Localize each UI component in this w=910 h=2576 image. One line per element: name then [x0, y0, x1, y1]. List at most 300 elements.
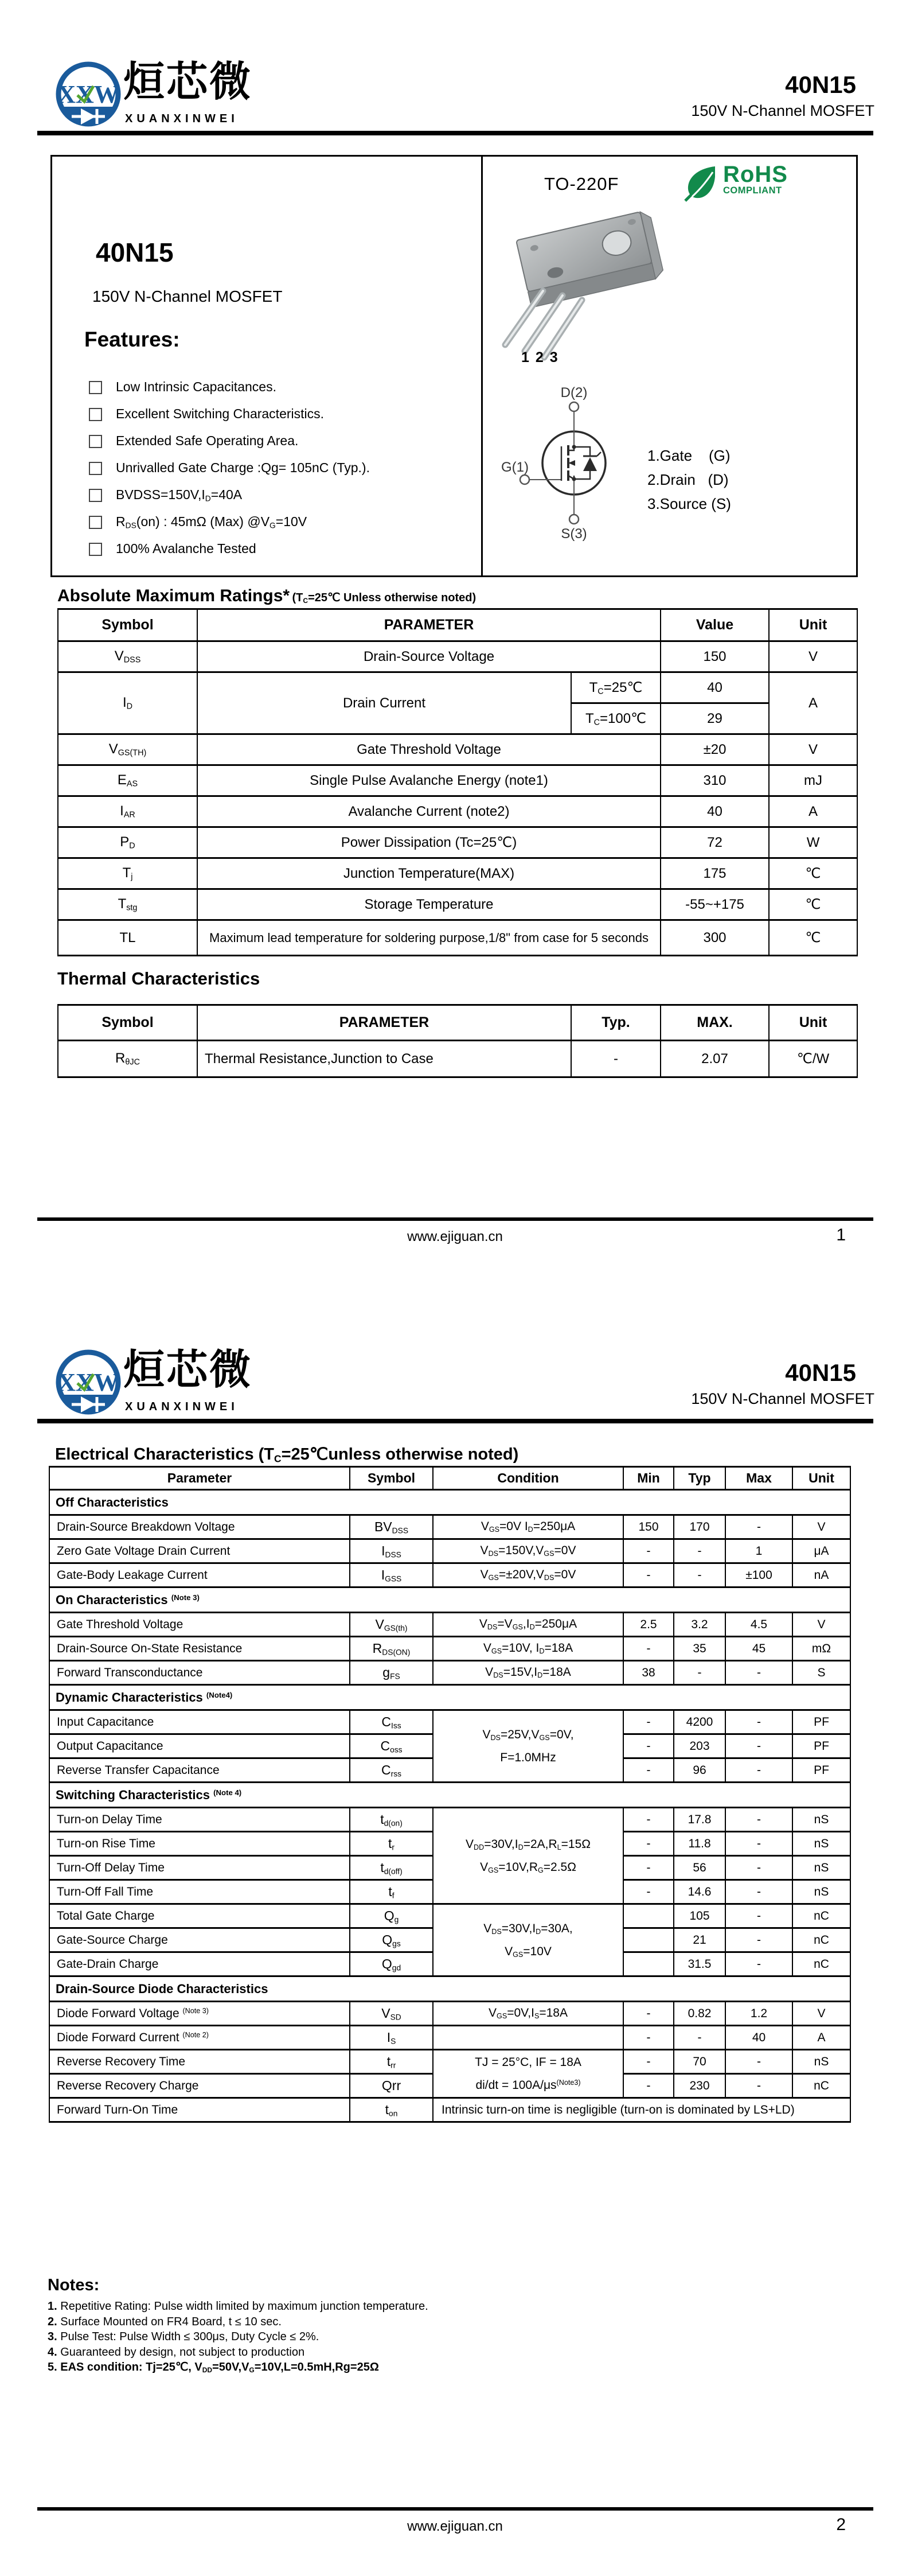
cell-note: Intrinsic turn-on time is negligible (turn-on is dominated by LS+LD) [433, 2098, 850, 2122]
cell-max: 4.5 [725, 1613, 792, 1637]
note-text: Pulse Test: Pulse Width ≤ 300μs, Duty Cycle ≤ 2%. [60, 2330, 319, 2343]
col-condition: Condition [433, 1467, 623, 1490]
cell-typ: - [674, 2026, 725, 2050]
cell-unit: ℃ [769, 858, 857, 889]
legend-source: 3.Source (S) [647, 495, 731, 512]
cell-symbol: $BV_{DSS}$ [350, 1515, 433, 1539]
cell-unit: nC [792, 1928, 850, 1952]
cell-min [623, 1904, 674, 1928]
cell-min: - [623, 1856, 674, 1880]
cell-symbol: $Q_g$ [350, 1904, 433, 1928]
cell-parameter: Drain-Source Voltage [197, 641, 661, 672]
cell-condition: $V_{GS}=10V$, $I_D=18A$ [433, 1637, 623, 1661]
feature-text: Extended Safe Operating Area. [116, 433, 299, 448]
table-header-row [58, 1005, 857, 1041]
cell-symbol: $t_{d(on)}$ [350, 1808, 433, 1832]
col-typ: Typ. [571, 1005, 661, 1041]
feature-text: Unrivalled Gate Charge :Qg= 105nC (Typ.). [116, 460, 370, 475]
brand-name-cn: 烜芯微 [123, 1347, 253, 1393]
cell-unit: nS [792, 1832, 850, 1856]
source-pin-label: S(3) [561, 526, 587, 542]
abs-max-title-note: ($T_C=25℃$ Unless otherwise noted) [292, 592, 477, 605]
cell-symbol: $t_{on}$ [350, 2098, 433, 2122]
section-row [49, 1490, 850, 1515]
cell-symbol: $T_{stg}$ [58, 889, 197, 920]
table-row [58, 672, 857, 703]
note-item [48, 2314, 678, 2330]
section-row [49, 1587, 850, 1613]
cell-typ: 203 [674, 1734, 725, 1758]
cell-symbol: $Q_{gs}$ [350, 1928, 433, 1952]
cell-typ: 3.2 [674, 1613, 725, 1637]
cell-symbol: $t_f$ [350, 1880, 433, 1904]
cell-symbol: $I_{DSS}$ [350, 1539, 433, 1563]
cell-symbol: $R_{DS(ON)}$ [350, 1637, 433, 1661]
cell-typ: 4200 [674, 1710, 725, 1734]
note-item [48, 2299, 678, 2314]
cell-max: 40 [725, 2026, 792, 2050]
cell-parameter: Single Pulse Avalanche Energy (note1) [197, 765, 661, 796]
cell-parameter: Power Dissipation (Tc=25℃) [197, 827, 661, 858]
cell-min [623, 1952, 674, 1976]
table-row [49, 1539, 850, 1563]
table-row [58, 920, 857, 956]
table-row [49, 2050, 850, 2074]
cell-parameter: Thermal Resistance,Junction to Case [197, 1041, 571, 1077]
cell-value: 150 [661, 641, 769, 672]
cell-symbol: $t_{d(off)}$ [350, 1856, 433, 1880]
cell-unit: V [769, 641, 857, 672]
table-row [49, 1808, 850, 1832]
note-number: 4. [48, 2345, 57, 2359]
legend-drain: 2.Drain (D) [647, 471, 729, 488]
cell-unit: A [769, 672, 857, 734]
cell-parameter: Reverse Recovery Time [49, 2050, 350, 2074]
cell-value: -55~+175 [661, 889, 769, 920]
cell-unit: nC [792, 1904, 850, 1928]
cell-min: - [623, 1832, 674, 1856]
section-row [49, 1783, 850, 1808]
section-title: Switching Characteristics $^{(Note 4)}$ [49, 1783, 850, 1808]
cell-symbol: $C_{Iss}$ [350, 1710, 433, 1734]
cell-unit: PF [792, 1734, 850, 1758]
cell-min: - [623, 2026, 674, 2050]
cell-max: - [725, 1880, 792, 1904]
cell-parameter: Output Capacitance [49, 1734, 350, 1758]
cell-symbol: $V_{DSS}$ [58, 641, 197, 672]
pin-legend [647, 443, 731, 516]
feature-text: $BVDSS=150V,I_D=40A$ [116, 487, 243, 503]
cell-parameter: Drain-Source Breakdown Voltage [49, 1515, 350, 1539]
legend-gate: 1.Gate (G) [647, 447, 731, 464]
cell-condition-shared: $V_{DD}=30V,I_D=2A,R_L=15\Omega$ $V_{GS}=10V,R_G=2.5\Omega$ [433, 1808, 623, 1904]
cell-typ: 105 [674, 1904, 725, 1928]
cell-max: - [725, 1758, 792, 1783]
cell-value: ±20 [661, 734, 769, 765]
section-title: Drain-Source Diode Characteristics [49, 1976, 850, 2002]
cell-parameter: Drain-Source On-State Resistance [49, 1637, 350, 1661]
cell-max: ±100 [725, 1563, 792, 1587]
cell-min: - [623, 1563, 674, 1587]
table-row [49, 2002, 850, 2026]
rohs-badge [683, 164, 788, 203]
cell-typ: 21 [674, 1928, 725, 1952]
cell-min: 150 [623, 1515, 674, 1539]
cell-subcondition: $T_C=100℃$ [571, 703, 661, 734]
notes-title: Notes: [48, 2276, 100, 2294]
cell-typ: 0.82 [674, 2002, 725, 2026]
col-min: Min [623, 1467, 674, 1490]
cell-symbol: $C_{rss}$ [350, 1758, 433, 1783]
cell-unit: V [792, 1515, 850, 1539]
table-row [49, 2098, 850, 2122]
cell-unit: μA [792, 1539, 850, 1563]
brand-name-cn: 烜芯微 [123, 59, 253, 105]
table-row [58, 889, 857, 920]
header-rule [37, 131, 873, 135]
cell-parameter: Input Capacitance [49, 1710, 350, 1734]
cell-value: 29 [661, 703, 769, 734]
cell-condition: $V_{DS}=15V,I_D=18A$ [433, 1661, 623, 1685]
table-row [49, 1637, 850, 1661]
cell-condition: $V_{GS}=0V$ $I_D=250\mu A$ [433, 1515, 623, 1539]
cell-parameter: Forward Transconductance [49, 1661, 350, 1685]
footer-rule [37, 2507, 873, 2511]
cell-min: - [623, 2002, 674, 2026]
col-parameter: PARAMETER [197, 609, 661, 641]
col-unit: Unit [769, 1005, 857, 1041]
package-and-symbol-graphics [52, 157, 856, 575]
cell-unit: A [769, 796, 857, 827]
cell-value: 40 [661, 672, 769, 703]
package-drawing [505, 210, 665, 357]
cell-parameter: Diode Forward Voltage $^{(Note 3)}$ [49, 2002, 350, 2026]
cell-min: 38 [623, 1661, 674, 1685]
cell-min: - [623, 1710, 674, 1734]
product-title: 40N15 [96, 238, 174, 267]
electrical-characteristics-table [49, 1466, 851, 2123]
thermal-title: Thermal Characteristics [57, 968, 260, 989]
note-item [48, 2329, 678, 2345]
cell-symbol: TL [58, 920, 197, 956]
part-number: 40N15 [785, 71, 856, 98]
note-number: 1. [48, 2300, 57, 2313]
cell-min [623, 1928, 674, 1952]
datasheet-page-2 [0, 1288, 910, 2576]
col-max: Max [725, 1467, 792, 1490]
cell-max: - [725, 1952, 792, 1976]
cell-unit: V [792, 1613, 850, 1637]
cell-min: - [623, 1758, 674, 1783]
cell-condition: $V_{GS}=\pm 20V,V_{DS}=0V$ [433, 1563, 623, 1587]
cell-subcondition: $T_C=25℃$ [571, 672, 661, 703]
cell-value: 175 [661, 858, 769, 889]
cell-symbol: $T_j$ [58, 858, 197, 889]
cell-parameter: Junction Temperature(MAX) [197, 858, 661, 889]
brand-name-en: XUANXINWEI [125, 1400, 239, 1413]
cell-min: - [623, 1880, 674, 1904]
table-row [49, 1904, 850, 1928]
cell-unit: nS [792, 1808, 850, 1832]
footer-website: www.ejiguan.cn [407, 1229, 503, 1244]
section-row [49, 1685, 850, 1710]
package-name: TO-220F [544, 174, 619, 194]
cell-parameter: Zero Gate Voltage Drain Current [49, 1539, 350, 1563]
note-text: Repetitive Rating: Pulse width limited by maximum junction temperature. [60, 2300, 428, 2313]
cell-symbol: $Q_{gd}$ [350, 1952, 433, 1976]
table-header-row [58, 609, 857, 641]
table-row [49, 1613, 850, 1637]
col-symbol: Symbol [58, 1005, 197, 1041]
feature-text: Low Intrinsic Capacitances. [116, 379, 276, 394]
features-title: Features: [84, 328, 180, 351]
cell-typ: 70 [674, 2050, 725, 2074]
cell-parameter: Gate-Drain Charge [49, 1952, 350, 1976]
cell-symbol: $g_{FS}$ [350, 1661, 433, 1685]
cell-parameter: Total Gate Charge [49, 1904, 350, 1928]
cell-symbol: Qrr [350, 2074, 433, 2098]
cell-typ: 96 [674, 1758, 725, 1783]
col-value: Value [661, 609, 769, 641]
cell-max: 45 [725, 1637, 792, 1661]
cell-unit: nS [792, 2050, 850, 2074]
header-rule [37, 1419, 873, 1423]
cell-unit: mΩ [792, 1637, 850, 1661]
footer-website: www.ejiguan.cn [407, 2519, 503, 2534]
cell-symbol: $I_S$ [350, 2026, 433, 2050]
note-text: Surface Mounted on FR4 Board, t ≤ 10 sec. [60, 2315, 282, 2328]
rohs-subtitle: COMPLIANT [723, 185, 782, 196]
cell-value: 310 [661, 765, 769, 796]
cell-min: - [623, 2050, 674, 2074]
table-row [58, 827, 857, 858]
cell-parameter: Storage Temperature [197, 889, 661, 920]
table-row [58, 734, 857, 765]
cell-max: - [725, 1734, 792, 1758]
table-row [58, 641, 857, 672]
table-row [58, 765, 857, 796]
cell-symbol: $E_{AS}$ [58, 765, 197, 796]
cell-min: - [623, 1734, 674, 1758]
cell-parameter: Gate-Source Charge [49, 1928, 350, 1952]
cell-symbol: $V_{GS(th)}$ [350, 1613, 433, 1637]
table-row [49, 1515, 850, 1539]
table-row [49, 2026, 850, 2050]
col-max: MAX. [661, 1005, 769, 1041]
abs-max-heading [57, 586, 476, 606]
note-number: 2. [48, 2315, 57, 2328]
cell-symbol: $I_D$ [58, 672, 197, 734]
cell-parameter: Gate Threshold Voltage [197, 734, 661, 765]
cell-unit: V [769, 734, 857, 765]
rohs-title: RoHS [723, 162, 788, 187]
table-row [58, 796, 857, 827]
cell-max: - [725, 1928, 792, 1952]
table-row [49, 1661, 850, 1685]
cell-unit: PF [792, 1758, 850, 1783]
cell-symbol: $V_{SD}$ [350, 2002, 433, 2026]
product-overview-box [50, 155, 858, 577]
table-row [49, 1710, 850, 1734]
cell-typ: - [674, 1563, 725, 1587]
cell-parameter: Reverse Recovery Charge [49, 2074, 350, 2098]
cell-parameter: Diode Forward Current $^{(Note 2)}$ [49, 2026, 350, 2050]
cell-typ: - [674, 1661, 725, 1685]
cell-typ: - [674, 1539, 725, 1563]
cell-symbol: $I_{AR}$ [58, 796, 197, 827]
section-title: Off Characteristics [49, 1490, 850, 1515]
note-text: Guaranteed by design, not subject to production [60, 2345, 305, 2359]
brand-logo [54, 1345, 122, 1425]
cell-value: 300 [661, 920, 769, 956]
part-family: 150V N-Channel MOSFET [691, 102, 874, 119]
cell-condition-shared: $V_{DS}=30V,I_D=30A$, $V_{GS}=10V$ [433, 1904, 623, 1976]
cell-parameter: Forward Turn-On Time [49, 2098, 350, 2122]
product-subtitle: 150V N-Channel MOSFET [92, 287, 283, 305]
cell-parameter: Maximum lead temperature for soldering purpose,1/8" from case for 5 seconds [197, 920, 661, 956]
mosfet-symbol [520, 402, 606, 524]
cell-unit: ℃ [769, 889, 857, 920]
cell-unit: nC [792, 2074, 850, 2098]
cell-unit: ℃/W [769, 1041, 857, 1077]
cell-typ: 56 [674, 1856, 725, 1880]
feature-text: $R_{DS}(on)$ : 45mΩ (Max) $@V_G=10V$ [116, 514, 307, 530]
cell-symbol: $R_{\theta JC}$ [58, 1041, 197, 1077]
cell-max: - [725, 2074, 792, 2098]
cell-typ: 170 [674, 1515, 725, 1539]
cell-symbol: $P_D$ [58, 827, 197, 858]
feature-text: 100% Avalanche Tested [116, 541, 256, 556]
cell-typ: 35 [674, 1637, 725, 1661]
cell-value: 72 [661, 827, 769, 858]
table-row [49, 1563, 850, 1587]
cell-symbol: $V_{GS(TH)}$ [58, 734, 197, 765]
cell-min: - [623, 1637, 674, 1661]
cell-parameter: Turn-Off Fall Time [49, 1880, 350, 1904]
cell-unit: A [792, 2026, 850, 2050]
cell-max: 2.07 [661, 1041, 769, 1077]
gate-pin-label: G(1) [501, 460, 529, 475]
col-parameter: PARAMETER [197, 1005, 571, 1041]
cell-unit: V [792, 2002, 850, 2026]
cell-min: - [623, 2074, 674, 2098]
brand-name-en: XUANXINWEI [125, 112, 239, 125]
col-symbol: Symbol [58, 609, 197, 641]
logo-letters: XXW [57, 1368, 119, 1396]
cell-min: - [623, 1808, 674, 1832]
cell-unit: nS [792, 1856, 850, 1880]
cell-typ: 230 [674, 2074, 725, 2098]
thermal-characteristics-table [57, 1004, 858, 1078]
cell-max: 1 [725, 1539, 792, 1563]
cell-parameter: Avalanche Current (note2) [197, 796, 661, 827]
cell-condition-shared: TJ = 25°C, IF = 18A $di/dt = 100A/\mu s^{(Note3)}$ [433, 2050, 623, 2098]
cell-symbol: $t_r$ [350, 1832, 433, 1856]
cell-max: - [725, 1710, 792, 1734]
section-title: Dynamic Characteristics $^{(Note4)}$ [49, 1685, 850, 1710]
abs-max-title: Absolute Maximum Ratings* [57, 586, 290, 605]
cell-max: - [725, 2050, 792, 2074]
feature-text: Excellent Switching Characteristics. [116, 406, 325, 421]
electrical-title: Electrical Characteristics ($T_C=25℃unless$ otherwise noted) [55, 1445, 519, 1465]
cell-unit: nS [792, 1880, 850, 1904]
cell-value: 40 [661, 796, 769, 827]
cell-min: 2.5 [623, 1613, 674, 1637]
col-typ: Typ [674, 1467, 725, 1490]
cell-symbol: $t_{rr}$ [350, 2050, 433, 2074]
cell-max: - [725, 1661, 792, 1685]
drain-pin-label: D(2) [560, 385, 588, 400]
cell-typ: 11.8 [674, 1832, 725, 1856]
cell-max: - [725, 1808, 792, 1832]
cell-parameter: Gate-Body Leakage Current [49, 1563, 350, 1587]
pin-numbers: 1 2 3 [521, 349, 559, 365]
table-header-row [49, 1467, 850, 1490]
cell-parameter: Reverse Transfer Capacitance [49, 1758, 350, 1783]
cell-condition: $V_{GS}=0V,I_S=18A$ [433, 2002, 623, 2026]
cell-symbol: $I_{GSS}$ [350, 1563, 433, 1587]
cell-unit: ℃ [769, 920, 857, 956]
note-number: 5. [48, 2361, 57, 2373]
brand-logo [54, 57, 122, 137]
cell-max: - [725, 1832, 792, 1856]
cell-unit: S [792, 1661, 850, 1685]
cell-condition-shared: $V_{DS}=25V,V_{GS}=0V$, F=1.0MHz [433, 1710, 623, 1783]
cell-unit: mJ [769, 765, 857, 796]
part-family: 150V N-Channel MOSFET [691, 1390, 874, 1407]
notes-list [48, 2299, 678, 2378]
section-row [49, 1976, 850, 2002]
absolute-maximum-ratings-table [57, 608, 858, 956]
note-item [48, 2345, 678, 2360]
footer-rule [37, 1217, 873, 1221]
cell-max: - [725, 1515, 792, 1539]
cell-parameter: Turn-on Delay Time [49, 1808, 350, 1832]
section-title: On Characteristics $^{(Note 3)}$ [49, 1587, 850, 1613]
col-parameter: Parameter [49, 1467, 350, 1490]
cell-max: - [725, 1856, 792, 1880]
note-number: 3. [48, 2330, 57, 2343]
logo-letters: XXW [57, 80, 119, 108]
rohs-leaf-icon [683, 164, 720, 203]
table-row [58, 1041, 857, 1077]
cell-unit: nC [792, 1952, 850, 1976]
cell-unit: W [769, 827, 857, 858]
note-item [48, 2360, 678, 2378]
cell-min: - [623, 1539, 674, 1563]
cell-parameter: Drain Current [197, 672, 571, 734]
col-unit: Unit [792, 1467, 850, 1490]
cell-symbol: $C_{oss}$ [350, 1734, 433, 1758]
part-number: 40N15 [785, 1359, 856, 1386]
cell-unit: nA [792, 1563, 850, 1587]
note-text: EAS condition: Tj=25℃, $V_{DD}=50V,V_G=10V,L=0.5mH,Rg=25\Omega$ [60, 2361, 379, 2374]
page-number: 2 [836, 2515, 846, 2534]
cell-typ: 14.6 [674, 1880, 725, 1904]
cell-typ: - [571, 1041, 661, 1077]
cell-condition: $V_{DS}=150V,V_{GS}=0V$ [433, 1539, 623, 1563]
cell-typ: 17.8 [674, 1808, 725, 1832]
table-row [58, 858, 857, 889]
col-unit: Unit [769, 609, 857, 641]
cell-max: 1.2 [725, 2002, 792, 2026]
cell-parameter: Gate Threshold Voltage [49, 1613, 350, 1637]
cell-condition [433, 2026, 623, 2050]
cell-unit: PF [792, 1710, 850, 1734]
cell-parameter: Turn-Off Delay Time [49, 1856, 350, 1880]
col-symbol: Symbol [350, 1467, 433, 1490]
cell-typ: 31.5 [674, 1952, 725, 1976]
